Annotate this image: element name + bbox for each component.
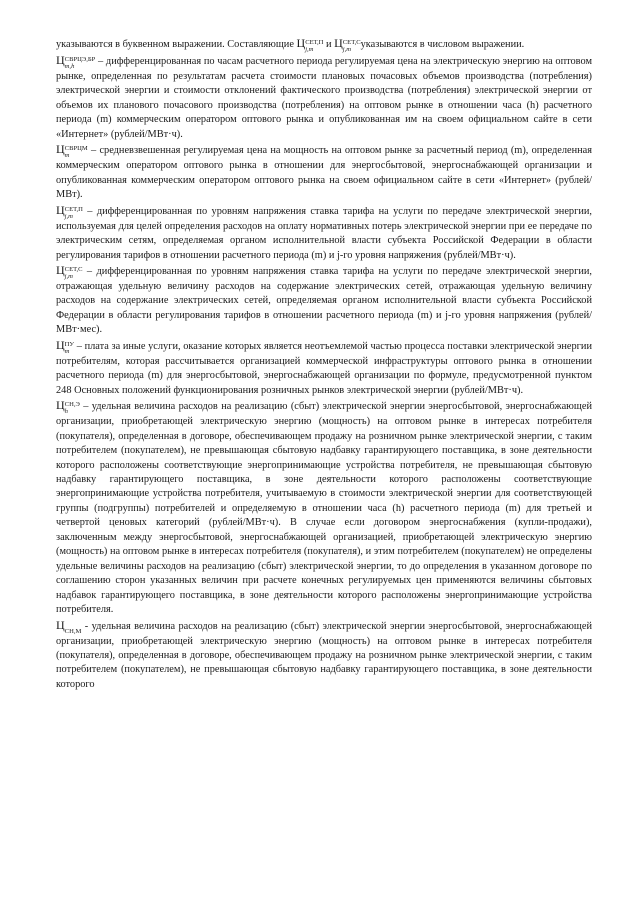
definition-text: – дифференцированная по уровням напряжения ставка тарифа на услуги по передаче электрической энергии, отражающая удельную величину расходов на содержание электрических сетей, отражающая удельную величину расходов на содержание электрических сетей, определяемая органом исполнительной власти субъекта Российской Федерации в области регулирования тарифов в отношении расчетного периода (m) и j-го уровня напряжения (рублей/МВт·мес).: [56, 265, 592, 336]
intro-text-start: указываются в буквенном выражении. Составляющие: [56, 39, 297, 50]
definition-paragraph: [56, 203, 592, 263]
symbol-sn-m: Ц СН,М: [56, 617, 82, 635]
definition-paragraph: [56, 618, 592, 693]
symbol-set-p: Ц СЕТ,П j,m: [56, 202, 83, 220]
symbol-sn-e: Ц СН,Э h: [56, 398, 80, 416]
definition-text: – плата за иные услуги, оказание которых является неотъемлемой частью процесса поставки электрической энергии потребителям, которая рассчитывается организацией коммерческой инфраструктуры оптового рынка в отношении расчетного периода (m) для энергосбытовой, энергоснабжающей организации по формуле, предусмотренной пунктом 248 Основных положений функционирования розничных рынков электрической энергии (рублей/МВт·ч).: [56, 340, 592, 396]
intro-paragraph: [56, 36, 592, 53]
definition-paragraph: [56, 398, 592, 617]
intro-text-middle: и: [323, 39, 335, 50]
definition-paragraph: [56, 142, 592, 202]
symbol-tsena-set-s: Ц СЕТ,С j,m: [334, 36, 361, 53]
definition-paragraph: [56, 338, 592, 398]
definition-text: – средневзвешенная регулируемая цена на мощность на оптовом рынке за расчетный период (m), определенная коммерческим оператором оптового рынка в отношении для энергосбытовой, энергоснабжающей организации и опубликованная коммерческим оператором оптового рынка на своем официальном сайте в сети «Интернет» (рублей/МВт).: [56, 145, 592, 201]
definition-paragraph: [56, 263, 592, 338]
definition-text: – дифференцированная по часам расчетного периода регулируемая цена на электрическую энергию на оптовом рынке, определенная по результатам расчета стоимости плановых почасовых объемов производства (потребления) электрической энергии и стоимости отклонений фактического производства (потребления) электрической энергии от объемов их планового почасового производства (потребления) на оптовом рынке в отношении часа (h) расчетного периода (m) коммерческим оператором оптового рынка и опубликованная им на своем официальном сайте в сети «Интернет» (рублей/МВт·ч).: [56, 56, 592, 140]
symbol-svrtsm: Ц СВРЦМ m: [56, 142, 88, 160]
symbol-svrtse-br: Ц СВРЦЭ,БР m,h: [56, 53, 96, 70]
symbol-tsena-set-p: Ц СЕТ,П j,m: [296, 36, 324, 53]
intro-text-end: указываются в числовом выражении.: [360, 39, 525, 50]
definition-text: - удельная величина расходов на реализацию (сбыт) электрической энергии энергосбытовой, энергоснабжающей организации, приобретающей электрическую энергию (мощность) на оптовом рынке в интересах потребителя (покупателя), определенная в договоре, обеспечивающем продажу на розничном рынке электрической энергии, с таким потребителем (покупателем), не превышающая сбытовую надбавку гарантирующего поставщика, в зоне деятельности которого: [56, 620, 592, 690]
symbol-pu: Ц ПУ m: [56, 337, 75, 355]
definition-text: – дифференцированная по уровням напряжения ставка тарифа на услуги по передаче электрической энергии, используемая для целей определения расходов на оплату нормативных потерь электрической энергии при ее передаче по электрическим сетям, определяемая органом исполнительной власти субъекта Российской Федерации в области регулирования тарифов в отношении расчетного периода (m) и j-го уровня напряжения (рублей/МВт·ч).: [56, 205, 592, 261]
symbol-set-s: Ц СЕТ,С j,m: [56, 262, 83, 280]
definition-text: – удельная величина расходов на реализацию (сбыт) электрической энергии энергосбытовой, энергоснабжающей организации, приобретающей электрическую энергию (мощность) на оптовом рынке в интересах потребителя (покупателя), определенная в договоре, обеспечивающем продажу на розничном рынке электрической энергии, с таким потребителем (покупателем), не превышающая сбытовую надбавку гарантирующего поставщика, в зоне деятельности которого расположены соответствующие энергопринимающие устройства потребителя, не превышающая сбытовую надбавку гарантирующего поставщика, в зоне деятельности которого расположены соответствующие энергопринимающие устройства потребителя, учитываемую в стоимости электрической энергии для соответствующей группы (подгруппы) потребителей и определяемую в отношении часа (h) расчетного периода (m) для третьей и четвертой ценовых категорий (рублей/МВт·ч). В случае если договором энергоснабжения (купли-продажи), заключенным между энергосбытовой, энергоснабжающей организацией, приобретающей электрическую энергию (мощность) на оптовом рынке в интересах потребителя (покупателя), и этим потребителем (покупателем) не определены удельные величины расходов на реализацию (сбыт) электрической энергии, то до определения в указанном договоре по соглашению сторон указанных величин при расчете конечных регулируемых цен применяются величины сбытовых надбавок гарантирующего поставщика, в зоне деятельности которого расположены энергопринимающие устройства потребителя.: [56, 401, 592, 616]
definition-paragraph: [56, 53, 592, 142]
